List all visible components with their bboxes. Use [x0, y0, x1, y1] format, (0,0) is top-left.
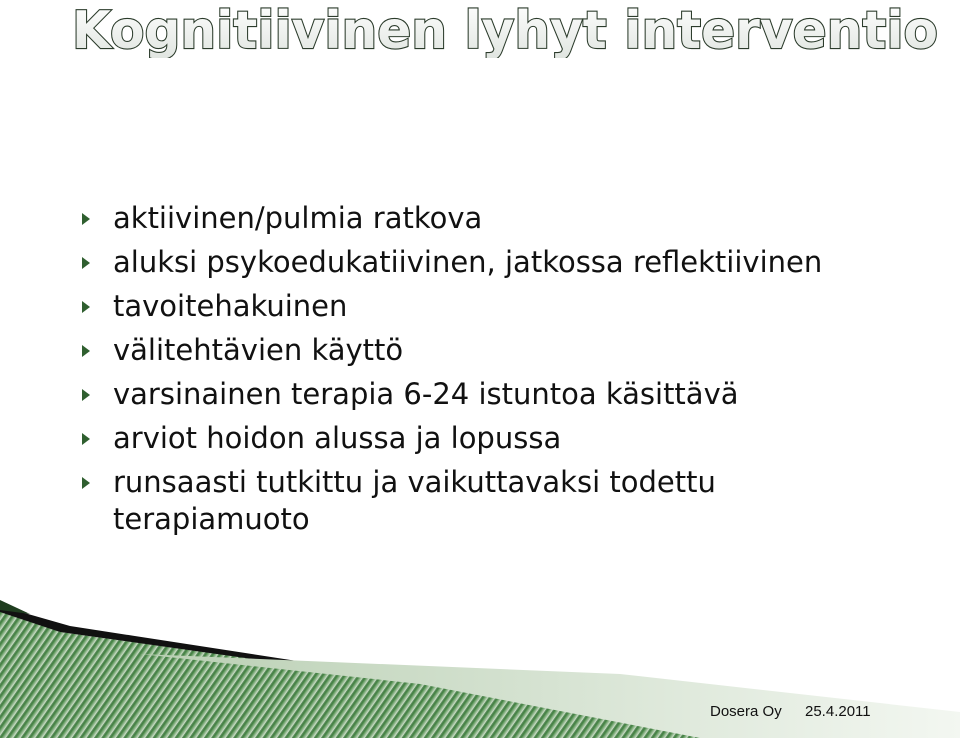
- bullet-item: [82, 376, 954, 413]
- bullet-item: [82, 244, 954, 281]
- bullet-item: [82, 464, 853, 538]
- triangle-right-icon: [82, 213, 90, 225]
- bullet-item: [82, 332, 954, 369]
- triangle-right-icon: [82, 433, 90, 445]
- triangle-right-icon: [82, 257, 90, 269]
- bullet-text: välitehtävien käyttö: [113, 333, 404, 367]
- slide-title: Kognitiivinen lyhyt interventio: [72, 1, 938, 58]
- bullet-text: aluksi psykoedukatiivinen, jatkossa reflektiivinen: [113, 245, 823, 279]
- triangle-right-icon: [82, 301, 90, 313]
- bullet-list: [82, 200, 954, 545]
- bullet-text: arviot hoidon alussa ja lopussa: [113, 421, 562, 455]
- slide-title-container: [0, 0, 960, 58]
- bullet-text: tavoitehakuinen: [113, 289, 348, 323]
- footer-company: Dosera Oy: [710, 703, 782, 720]
- bullet-text: runsaasti tutkittu ja vaikuttavaksi todettu terapiamuoto: [113, 465, 716, 536]
- triangle-right-icon: [82, 345, 90, 357]
- bullet-item: [82, 200, 954, 237]
- footer-date: 25.4.2011: [805, 703, 871, 720]
- slide-title-graphic: [0, 0, 960, 58]
- bullet-text: varsinainen terapia 6-24 istuntoa käsittävä: [113, 377, 739, 411]
- bullet-text: aktiivinen/pulmia ratkova: [113, 201, 483, 235]
- triangle-right-icon: [82, 389, 90, 401]
- bullet-item: [82, 288, 954, 325]
- triangle-right-icon: [82, 477, 90, 489]
- bullet-item: [82, 420, 954, 457]
